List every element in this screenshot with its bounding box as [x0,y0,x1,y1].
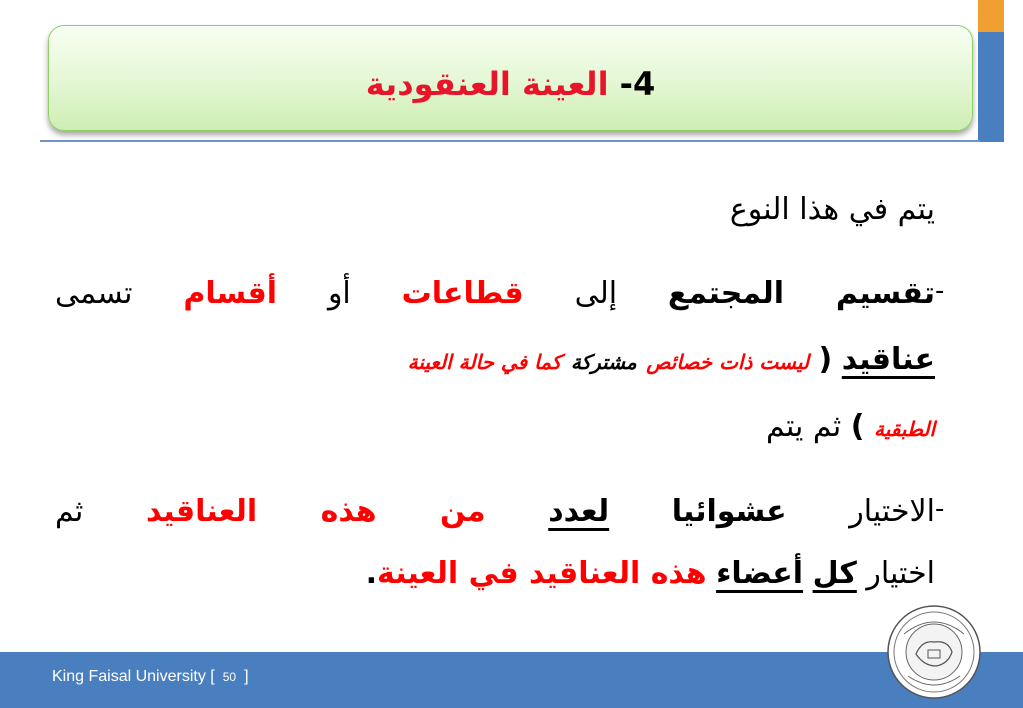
bullet-2: - [935,494,945,524]
footer-university: King Faisal University [ [52,668,215,685]
accent-bar-orange [978,0,1004,32]
note-part-d: الطبقية [874,417,935,441]
word-then: ثم [55,494,84,529]
paren-close: ) [850,409,865,444]
note-part-b: مشتركة [570,350,637,374]
note-part-a: ليست ذات خصائص [646,350,809,374]
term-all: كل [812,556,857,591]
word-or: أو [327,276,351,311]
slide-title [49,64,972,104]
word-to: إلى [574,276,618,311]
page-number: 50 [222,670,237,684]
period: . [365,556,377,591]
paren-open: ( [818,342,833,377]
bullet-2-line-1 [55,490,935,534]
accent-bar-blue [978,32,1004,142]
header-divider [40,140,980,142]
term-these-clusters-in-sample: هذه العناقيد في العينة [377,556,707,591]
term-randomly: عشوائيا [671,494,787,529]
bullet-1-line-1 [55,272,935,316]
footer-label [52,668,249,686]
bullet-1: - [935,276,945,306]
bullet-2-line-2 [55,552,935,596]
title-box [48,25,973,131]
title-text: العينة العنقودية [365,65,609,103]
term-split-population: تقسيم المجتمع [667,276,935,311]
bullet-1-line-2 [55,338,935,384]
title-number: 4- [619,65,656,103]
word-called: تسمى [55,276,133,311]
word-select: اختيار [866,556,935,591]
term-clusters: عناقيد [841,342,935,377]
note-part-c: كما في حالة العينة [407,350,562,374]
term-members: أعضاء [716,556,804,591]
footer-bracket: ] [244,668,249,685]
term-sections: أقسام [183,276,278,311]
term-number: لعدد [548,494,610,529]
term-of-these-clusters: من هذه العناقيد [145,494,486,529]
university-seal-logo [886,604,982,700]
intro-line: يتم في هذا النوع [729,192,935,227]
term-sectors: قطاعات [401,276,524,311]
bullet-1-line-3 [55,405,935,451]
word-selection: الاختيار [849,494,935,529]
then-phrase: ثم يتم [765,409,842,444]
